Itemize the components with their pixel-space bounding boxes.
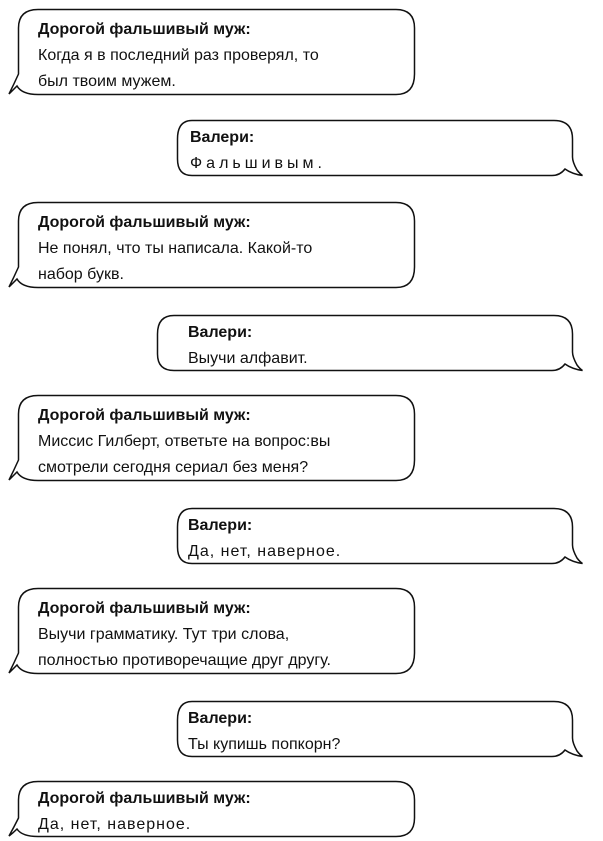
message-line: Миссис Гилберт, ответьте на вопрос:вы — [38, 433, 331, 450]
message-line: Фальшивым. — [190, 155, 326, 172]
message-bubble-incoming — [8, 780, 416, 838]
message-line: был твоим мужем. — [38, 73, 176, 90]
message-bubble-outgoing — [172, 700, 584, 758]
message-bubble-incoming — [8, 8, 416, 96]
sender-name: Дорогой фальшивый муж: — [38, 600, 251, 617]
message-bubble-incoming — [8, 587, 416, 675]
sender-name: Дорогой фальшивый муж: — [38, 21, 251, 38]
sender-name: Дорогой фальшивый муж: — [38, 407, 251, 424]
message-bubble-incoming — [8, 394, 416, 482]
message-bubble-outgoing — [154, 314, 584, 372]
message-bubble-incoming — [8, 201, 416, 289]
sender-name: Валери: — [188, 517, 253, 534]
sender-name: Валери: — [190, 129, 255, 146]
message-bubble-outgoing — [172, 507, 584, 565]
message-line: набор букв. — [38, 266, 124, 283]
message-line: Да, нет, наверное. — [188, 543, 342, 560]
message-bubble-outgoing — [172, 119, 584, 177]
message-line: смотрели сегодня сериал без меня? — [38, 459, 309, 476]
sender-name: Валери: — [188, 710, 253, 727]
message-line: Когда я в последний раз проверял, то — [38, 47, 319, 64]
message-line: полностью противоречащие друг другу. — [38, 652, 331, 669]
sender-name: Дорогой фальшивый муж: — [38, 790, 251, 807]
message-line: Ты купишь попкорн? — [188, 736, 341, 753]
message-line: Выучи алфавит. — [188, 350, 308, 367]
sender-name: Дорогой фальшивый муж: — [38, 214, 251, 231]
message-line: Не понял, что ты написала. Какой-то — [38, 240, 313, 257]
sender-name: Валери: — [188, 324, 253, 341]
message-line: Да, нет, наверное. — [38, 816, 192, 833]
message-line: Выучи грамматику. Тут три слова, — [38, 626, 290, 643]
